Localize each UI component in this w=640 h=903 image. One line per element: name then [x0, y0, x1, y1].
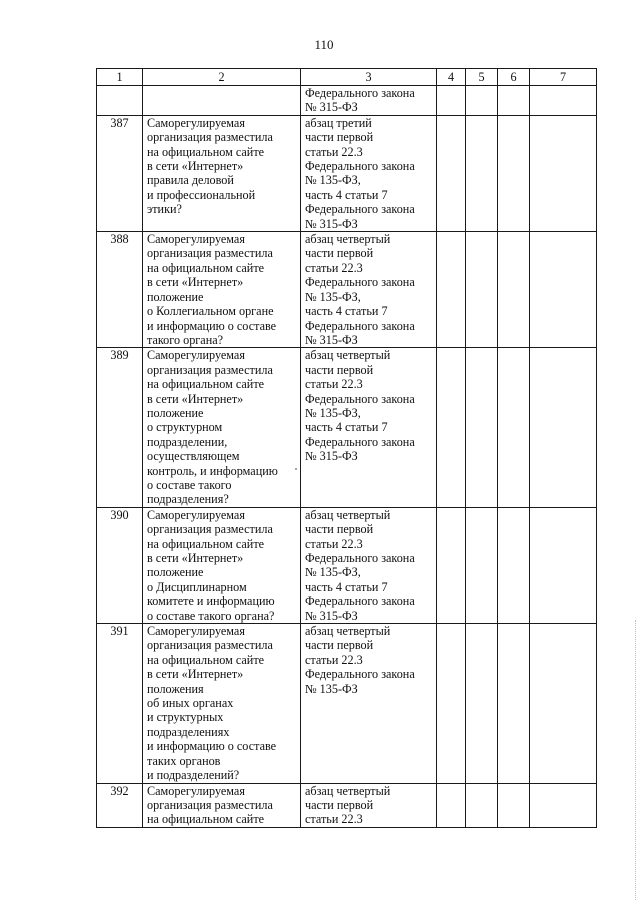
question-line: на официальном сайте	[147, 812, 265, 827]
question-line: Саморегулируемая	[147, 783, 245, 798]
question-line: организация разместила	[147, 797, 273, 812]
answer-yes-cell	[437, 624, 466, 783]
question-cell	[143, 507, 301, 623]
reference-line: статьи 22.3	[305, 377, 363, 392]
column-header: 3	[301, 69, 437, 86]
reference-line: № 135-ФЗ,	[305, 289, 361, 304]
not-applicable-cell	[498, 507, 530, 623]
table-row	[97, 783, 597, 827]
question-line: такого органа?	[147, 332, 224, 347]
reference-line: Федерального закона	[305, 275, 415, 290]
question-line: об иных органах	[147, 696, 234, 711]
reference-line: № 135-ФЗ,	[305, 173, 361, 188]
legal-reference-cell	[301, 86, 437, 116]
legal-reference-cell	[301, 348, 437, 507]
answer-yes-cell	[437, 507, 466, 623]
answer-yes-cell	[437, 348, 466, 507]
reference-line: абзац четвертый	[305, 232, 391, 247]
question-line: и информацию о составе	[147, 739, 277, 754]
reference-line: статьи 22.3	[305, 652, 363, 667]
reference-line: часть 4 статьи 7	[305, 579, 388, 594]
reference-line: № 315-ФЗ	[305, 449, 358, 464]
answer-no-cell	[466, 232, 498, 348]
reference-line: часть 4 статьи 7	[305, 420, 388, 435]
scan-speck	[295, 468, 297, 470]
reference-line: № 315-ФЗ	[305, 608, 358, 623]
table-row	[97, 232, 597, 348]
item-number	[97, 86, 143, 116]
column-header: 1	[97, 69, 143, 86]
legal-reference-cell	[301, 624, 437, 783]
question-cell	[143, 783, 301, 827]
reference-line: № 135-ФЗ	[305, 681, 358, 696]
reference-line: абзац четвертый	[305, 348, 391, 363]
column-header: 5	[466, 69, 498, 86]
question-line: контроль, и информацию	[147, 463, 278, 478]
question-line: и профессиональной	[147, 187, 256, 202]
question-line: Саморегулируемая	[147, 624, 245, 639]
legal-reference-cell	[301, 783, 437, 827]
reference-line: абзац четвертый	[305, 507, 391, 522]
question-line: о составе такого	[147, 477, 232, 492]
question-line: и подразделений?	[147, 768, 240, 783]
question-line: о структурном	[147, 420, 223, 435]
reference-line: части первой	[305, 362, 374, 377]
notes-cell	[530, 624, 597, 783]
table-row	[97, 348, 597, 507]
question-line: на официальном сайте	[147, 536, 265, 551]
question-line: Саморегулируемая	[147, 348, 245, 363]
answer-no-cell	[466, 115, 498, 231]
page-number: 110	[314, 37, 334, 52]
not-applicable-cell	[498, 232, 530, 348]
reference-line: № 315-ФЗ	[305, 332, 358, 347]
not-applicable-cell	[498, 783, 530, 827]
question-line: правила деловой	[147, 173, 234, 188]
question-line: в сети «Интернет»	[147, 391, 244, 406]
answer-no-cell	[466, 783, 498, 827]
question-line: о Коллегиальном органе	[147, 304, 274, 319]
legal-reference-cell	[301, 232, 437, 348]
reference-line: часть 4 статьи 7	[305, 304, 388, 319]
question-line: и структурных	[147, 710, 224, 725]
scan-edge-mark	[635, 620, 637, 900]
question-line: положение	[147, 289, 204, 304]
reference-line: № 315-ФЗ	[305, 216, 358, 231]
question-line: комитете и информацию	[147, 594, 275, 609]
reference-line: абзац третий	[305, 115, 372, 130]
table-row	[97, 86, 597, 116]
question-line: Саморегулируемая	[147, 232, 245, 247]
reference-line: абзац четвертый	[305, 624, 391, 639]
question-line: организация разместила	[147, 362, 273, 377]
question-line: на официальном сайте	[147, 144, 265, 159]
answer-yes-cell	[437, 115, 466, 231]
question-cell	[143, 624, 301, 783]
not-applicable-cell	[498, 348, 530, 507]
table-row	[97, 507, 597, 623]
item-number: 390	[97, 507, 143, 623]
item-number: 391	[97, 624, 143, 783]
reference-line: статьи 22.3	[305, 260, 363, 275]
column-header-row	[97, 69, 597, 86]
answer-no-cell	[466, 348, 498, 507]
question-line: организация разместила	[147, 130, 273, 145]
question-cell	[143, 115, 301, 231]
table-body	[97, 69, 597, 828]
question-line: осуществляющем	[147, 449, 240, 464]
reference-line: Федерального закона	[305, 86, 415, 100]
reference-line: части первой	[305, 130, 374, 145]
answer-yes-cell	[437, 783, 466, 827]
answer-yes-cell	[437, 232, 466, 348]
notes-cell	[530, 115, 597, 231]
answer-no-cell	[466, 507, 498, 623]
question-line: Саморегулируемая	[147, 115, 245, 130]
question-line: положение	[147, 565, 204, 580]
reference-line: части первой	[305, 797, 374, 812]
reference-line: Федерального закона	[305, 202, 415, 217]
reference-line: статьи 22.3	[305, 536, 363, 551]
reference-line: Федерального закона	[305, 159, 415, 174]
question-line: в сети «Интернет»	[147, 551, 244, 565]
reference-line: части первой	[305, 246, 374, 261]
column-header: 6	[498, 69, 530, 86]
column-header: 2	[143, 69, 301, 86]
legal-reference-cell	[301, 507, 437, 623]
reference-line: Федерального закона	[305, 667, 415, 682]
item-number: 387	[97, 115, 143, 231]
not-applicable-cell	[498, 115, 530, 231]
reference-line: части первой	[305, 522, 374, 537]
notes-cell	[530, 232, 597, 348]
notes-cell	[530, 86, 597, 116]
question-line: таких органов	[147, 753, 221, 768]
reference-line: Федерального закона	[305, 434, 415, 449]
question-line: положения	[147, 681, 204, 696]
reference-line: статьи 22.3	[305, 144, 363, 159]
question-line: подразделении,	[147, 434, 228, 449]
checklist-table	[96, 68, 597, 828]
not-applicable-cell	[498, 624, 530, 783]
item-number: 388	[97, 232, 143, 348]
question-line: на официальном сайте	[147, 377, 265, 392]
question-line: положение	[147, 405, 204, 420]
answer-yes-cell	[437, 86, 466, 116]
column-header: 7	[530, 69, 597, 86]
notes-cell	[530, 783, 597, 827]
question-line: организация разместила	[147, 246, 273, 261]
not-applicable-cell	[498, 86, 530, 116]
reference-line: абзац четвертый	[305, 783, 391, 798]
answer-no-cell	[466, 86, 498, 116]
item-number: 392	[97, 783, 143, 827]
question-line: на официальном сайте	[147, 260, 265, 275]
table-row	[97, 115, 597, 231]
legal-reference-cell	[301, 115, 437, 231]
table-row	[97, 624, 597, 783]
question-line: на официальном сайте	[147, 652, 265, 667]
question-line: подразделения?	[147, 492, 229, 507]
question-cell	[143, 86, 301, 116]
question-line: этики?	[147, 202, 182, 217]
reference-line: Федерального закона	[305, 391, 415, 406]
reference-line: Федерального закона	[305, 551, 415, 565]
item-number: 389	[97, 348, 143, 507]
question-line: в сети «Интернет»	[147, 159, 244, 174]
notes-cell	[530, 507, 597, 623]
question-line: о Дисциплинарном	[147, 579, 247, 594]
question-line: организация разместила	[147, 522, 273, 537]
answer-no-cell	[466, 624, 498, 783]
column-header: 4	[437, 69, 466, 86]
reference-line: часть 4 статьи 7	[305, 187, 388, 202]
question-cell	[143, 348, 301, 507]
reference-line: № 135-ФЗ,	[305, 405, 361, 420]
question-line: о составе такого органа?	[147, 608, 275, 623]
question-line: организация разместила	[147, 638, 273, 653]
question-cell	[143, 232, 301, 348]
reference-line: части первой	[305, 638, 374, 653]
notes-cell	[530, 348, 597, 507]
question-line: в сети «Интернет»	[147, 667, 244, 682]
reference-line: № 315-ФЗ	[305, 100, 358, 115]
reference-line: Федерального закона	[305, 594, 415, 609]
reference-line: № 135-ФЗ,	[305, 565, 361, 580]
reference-line: Федерального закона	[305, 318, 415, 333]
reference-line: статьи 22.3	[305, 812, 363, 827]
question-line: подразделениях	[147, 724, 230, 739]
question-line: и информацию о составе	[147, 318, 277, 333]
question-line: Саморегулируемая	[147, 507, 245, 522]
question-line: в сети «Интернет»	[147, 275, 244, 290]
